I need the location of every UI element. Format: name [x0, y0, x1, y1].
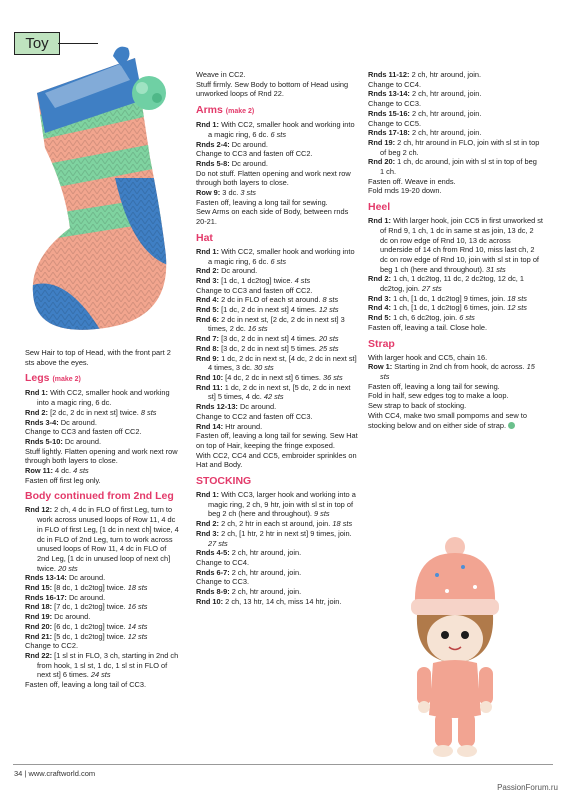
strap-pompoms: With CC4, make two small pompoms and sew to stocking below and on either side of strap. [368, 410, 527, 430]
arms-row-9: Row 9: 3 dc. 3 sts [196, 188, 256, 198]
body-rnds-13-14: Rnds 13-14: Dc around. [25, 573, 106, 583]
stocking-change-cc3: Change to CC3. [196, 577, 249, 587]
hat-rnd-2: Rnd 2: Dc around. [196, 266, 258, 276]
stocking-rnds-8-9: Rnds 8-9: 2 ch, htr around, join. [196, 587, 302, 597]
heel-rnd-2: Rnd 2: 1 ch, 1 dc2tog, 11 dc, 2 dc2tog, 12 dc, 1 dc2tog, join. 27 sts [368, 274, 524, 294]
column-2 [196, 70, 358, 606]
body-rnd-21: Rnd 21: [5 dc, 1 dc2tog] twice. 12 sts [25, 631, 148, 641]
hat-embroider: With CC2, CC4 and CC5, embroider sprinkles on Hat and Body. [196, 450, 357, 470]
stocking-rnd-20: Rnd 20: 1 ch, dc around, join with sl st in top of beg 1 ch. [368, 157, 537, 177]
hat-rnd-10: Rnd 10: [4 dc, 2 dc in next st] 6 times. 36 sts [196, 372, 343, 382]
heel-rnd-1: Rnd 1: With larger hook, join CC5 in first unworked st of Rnd 9, 1 ch, 1 dc in same st as join, 13 dc, 2 dc on row edge of Rnd 10, 13 dc across underside of 14 ch from Rnd 10, miss last ch, 2 dc on row edge of Rnd 10, join with sl st in top of beg 1 ch (here and throughout). 31 sts [368, 216, 543, 274]
stocking-rnds-6-7: Rnds 6-7: 2 ch, htr around, join. [196, 567, 302, 577]
strap-heading: Strap [368, 337, 395, 350]
legs-heading: Legs (make 2) [25, 372, 81, 385]
hat-rnd-11: Rnd 11: 1 dc, 2 dc in next st, [5 dc, 2 dc in next st] 5 times, 4 dc. 42 sts [196, 382, 351, 402]
heel-fasten: Fasten off, leaving a tail. Close hole. [368, 322, 488, 332]
heel-rnd-5: Rnd 5: 1 ch, 6 dc2tog, join. 6 sts [368, 313, 475, 323]
hat-rnd-9: Rnd 9: 1 dc, 2 dc in next st, [4 dc, 2 dc in next st] 4 times, 3 dc. 30 sts [196, 353, 357, 373]
legs-stuff: Stuff lightly. Flatten opening and work next row through both layers to close. [25, 446, 178, 466]
strap-sew: Sew strap to back of stocking. [368, 401, 467, 411]
stocking-rnd-2: Rnd 2: 2 ch, 2 htr in each st around, join. 18 sts [196, 519, 353, 529]
stocking-fasten: Fasten off. Weave in ends. [368, 176, 456, 186]
stocking-rnds-17-18: Rnds 17-18: 2 ch, htr around, join. [368, 128, 482, 138]
arms-change: Change to CC3 and fasten off CC2. [196, 149, 313, 159]
legs-row-11: Row 11: 4 dc. 4 sts [25, 466, 89, 476]
hat-rnd-3: Rnd 3: [1 dc, 1 dc2tog] twice. 4 sts [196, 275, 311, 285]
heel-rnd-3: Rnd 3: 1 ch, [1 dc, 1 dc2tog] 9 times, join. 18 sts [368, 293, 527, 303]
stocking-rnds-11-12: Rnds 11-12: 2 ch, htr around, join. [368, 70, 481, 79]
arms-rnds-2-4: Rnds 2-4: Dc around. [196, 139, 268, 149]
arms-rnd-1: Rnd 1: With CC2, smaller hook and working into a magic ring, 6 dc. 6 sts [196, 120, 355, 139]
section-tag: Toy [14, 32, 60, 55]
hat-change: Change to CC3 and fasten off CC2. [196, 285, 313, 295]
hat-rnd-6: Rnd 6: 2 dc in next st, [2 dc, 2 dc in next st] 3 times, 2 dc. 16 sts [196, 314, 345, 334]
hat-rnd-14: Rnd 14: Htr around. [196, 421, 263, 431]
arms-no-stuff: Do not stuff. Flatten opening and work next row through both layers to close. [196, 168, 351, 188]
legs-change: Change to CC3 and fasten off CC2. [25, 427, 142, 437]
stocking-rnd-19: Rnd 19: 2 ch, htr around in FLO, join with sl st in top of beg 2 ch. [368, 137, 540, 157]
stocking-change-cc4: Change to CC4. [196, 557, 249, 567]
hat-heading: Hat [196, 231, 213, 244]
arms-sew: Sew Arms on each side of Body, between rnds 20-21. [196, 207, 349, 227]
footer-folio: 34 | www.craftworld.com [14, 769, 96, 778]
weave-text: Weave in CC2. [196, 70, 246, 79]
strap-fasten: Fasten off, leaving a long tail for sewing. [368, 381, 500, 391]
legs-rnd-1: Rnd 1: With CC2, smaller hook and working into a magic ring, 6 dc. [25, 388, 170, 408]
column-3 [368, 70, 543, 430]
hat-fasten: Fasten off, leaving a long tail for sewing. Sew Hat on top of Hair, keeping the fringe exposed. [196, 431, 358, 450]
stocking-photo [25, 38, 185, 343]
hat-change-2: Change to CC2 and fasten off CC3. [196, 411, 313, 421]
legs-rnd-2: Rnd 2: [2 dc, 2 dc in next st] twice. 8 sts [25, 407, 157, 417]
doll-photo [385, 535, 525, 760]
strap-fold: Fold in half, sew edges tog to make a loop. [368, 391, 509, 401]
stocking-change-cc5: Change to CC5. [368, 118, 421, 128]
body-rnds-16-17: Rnds 16-17: Dc around. [25, 592, 106, 602]
heel-heading: Heel [368, 201, 391, 214]
body-fasten: Fasten off, leaving a long tail of CC3. [25, 680, 147, 690]
arms-rnds-5-8: Rnds 5-8: Dc around. [196, 158, 268, 168]
stocking-fold: Fold rnds 19-20 down. [368, 186, 442, 196]
footer-divider [13, 764, 553, 765]
body-rnd-18: Rnd 18: [7 dc, 1 dc2tog] twice. 16 sts [25, 602, 148, 612]
stocking-rnd-3: Rnd 3: 2 ch, [1 htr, 2 htr in next st] 9 times, join. 27 sts [196, 528, 352, 548]
body-rnd-22: Rnd 22: [1 sl st in FLO, 3 ch, starting in 2nd ch from hook, 1 sl st, 1 dc, 1 sl st in FLO of next st] 6 times. 24 sts [25, 650, 179, 680]
body-rnd-19: Rnd 19: Dc around. [25, 612, 91, 622]
arms-heading: Arms (make 2) [196, 104, 255, 117]
hat-rnd-7: Rnd 7: [3 dc, 2 dc in next st] 4 times. 20 sts [196, 334, 339, 344]
hat-rnds-12-13: Rnds 12-13: Dc around. [196, 402, 277, 412]
heel-rnd-4: Rnd 4: 1 ch, [1 dc, 1 dc2tog] 6 times, join. 12 sts [368, 303, 527, 313]
stocking-rnd-1: Rnd 1: With CC3, larger hook and working into a magic ring, 2 ch, 9 htr, join with sl st in top of beg 2 ch (here and throughout). 9 sts [196, 490, 356, 519]
stocking-heading: STOCKING [196, 475, 252, 488]
legs-rnds-3-4: Rnds 3-4: Dc around. [25, 417, 97, 427]
legs-rnds-5-10: Rnds 5-10: Dc around. [25, 436, 102, 446]
end-leaf-icon [508, 422, 515, 429]
hat-rnd-8: Rnd 8: [3 dc, 2 dc in next st] 5 times. 25 sts [196, 343, 339, 353]
hat-rnd-5: Rnd 5: [1 dc, 2 dc in next st] 4 times. 12 sts [196, 305, 339, 315]
column-1 [25, 348, 180, 690]
stuff-text: Stuff firmly. Sew Body to bottom of Head using unworked loops of Rnd 22. [196, 79, 349, 99]
arms-fasten: Fasten off, leaving a long tail for sewing. [196, 197, 328, 207]
body-rnd-15: Rnd 15: [8 dc, 1 dc2tog] twice. 18 sts [25, 583, 148, 593]
strap-chain: With larger hook and CC5, chain 16. [368, 352, 488, 362]
stocking-rnds-15-16: Rnds 15-16: 2 ch, htr around, join. [368, 108, 482, 118]
watermark: PassionForum.ru [497, 783, 558, 792]
stocking-rnd-10: Rnd 10: 2 ch, 13 htr, 14 ch, miss 14 htr, join. [196, 596, 342, 606]
body-change: Change to CC2. [25, 641, 78, 651]
stocking-change-cc3-2: Change to CC3. [368, 99, 421, 109]
hat-rnd-4: Rnd 4: 2 dc in FLO of each st around. 8 sts [196, 295, 339, 305]
body-rnd-20: Rnd 20: [6 dc, 1 dc2tog] twice. 14 sts [25, 621, 148, 631]
intro-text: Sew Hair to top of Head, with the front part 2 sts above the eyes. [25, 348, 171, 367]
stocking-rnds-13-14: Rnds 13-14: 2 ch, htr around, join. [368, 89, 482, 99]
legs-fasten: Fasten off first leg only. [25, 475, 101, 485]
stocking-rnds-4-5: Rnds 4-5: 2 ch, htr around, join. [196, 548, 302, 558]
stocking-change-cc4-2: Change to CC4. [368, 79, 421, 89]
hat-rnd-1: Rnd 1: With CC2, smaller hook and working into a magic ring, 6 dc. 6 sts [196, 246, 355, 266]
strap-row-1: Row 1: Starting in 2nd ch from hook, dc across. 15 sts [368, 362, 535, 381]
body-rnd-12: Rnd 12: 2 ch, 4 dc in FLO of first Leg, turn to work across unused loops of Row 11, 4 dc in FLO of first Leg, [1 dc in next ch] twice, 4 dc in FLO of 2nd Leg, turn to work across unused loops of Row 11, 4 dc in FLO of 2nd Leg, [1 dc in unused loop of next ch] twice. 20 sts [25, 505, 179, 573]
body-heading: Body continued from 2nd Leg [25, 490, 174, 503]
